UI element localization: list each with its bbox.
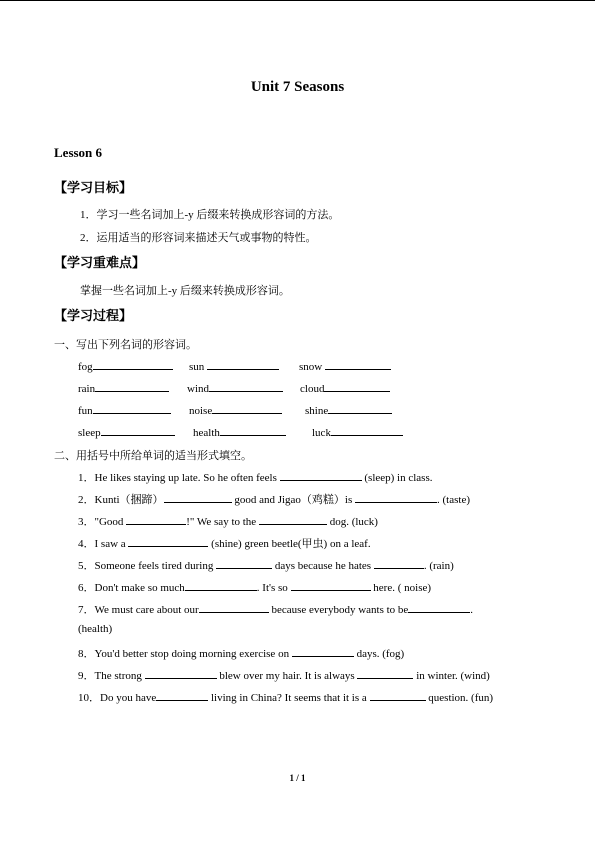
goals-heading: 【学习目标】	[54, 180, 133, 195]
answer-blank[interactable]	[126, 515, 186, 525]
answer-blank[interactable]	[328, 404, 392, 414]
answer-blank[interactable]	[209, 382, 283, 392]
word-item: cloud	[300, 382, 390, 395]
answer-blank[interactable]	[93, 404, 171, 414]
word-item: sun	[189, 360, 279, 373]
answer-blank[interactable]	[128, 537, 208, 547]
answer-blank[interactable]	[212, 404, 282, 414]
word-item: wind	[187, 382, 283, 395]
answer-blank[interactable]	[145, 669, 217, 679]
answer-blank[interactable]	[216, 559, 272, 569]
answer-blank[interactable]	[95, 382, 169, 392]
sentence-1: 1．He likes staying up late. So he often feels (sleep) in class.	[78, 472, 433, 484]
sentence-4: 4．I saw a (shine) green beetle(甲虫) on a leaf.	[78, 538, 371, 550]
sentence-6: 6．Don't make so much . It's so here. ( noise)	[78, 582, 432, 594]
part2-instruction: 二、用括号中所给单词的适当形式填空。	[54, 450, 252, 462]
goal-item: 1．学习一些名词加上-y 后缀来转换成形容词的方法。	[80, 209, 340, 221]
sentence-2: 2．Kunti（捆蹄） good and Jigao（鸡糕）is . (taste)	[78, 494, 470, 506]
word-item: noise	[189, 404, 282, 417]
goal-item: 2．运用适当的形容词来描述天气或事物的特性。	[80, 232, 317, 244]
answer-blank[interactable]	[93, 360, 173, 370]
sentence-8: 8．You'd better stop doing morning exercise on days. (fog)	[78, 648, 405, 660]
answer-blank[interactable]	[355, 493, 437, 503]
word-item: fun	[78, 404, 171, 417]
answer-blank[interactable]	[280, 471, 362, 481]
answer-blank[interactable]	[259, 515, 327, 525]
sentence-9: 9．The strong blew over my hair. It is always in winter. (wind)	[78, 670, 490, 682]
sentence-7-continuation: (health)	[78, 623, 113, 635]
answer-blank[interactable]	[370, 691, 426, 701]
lesson-label: Lesson 6	[54, 145, 103, 160]
answer-blank[interactable]	[374, 559, 424, 569]
answer-blank[interactable]	[357, 669, 413, 679]
word-item: shine	[305, 404, 392, 417]
key-points-text: 掌握一些名词加上-y 后缀来转换成形容词。	[80, 285, 290, 297]
answer-blank[interactable]	[291, 581, 371, 591]
part1-instruction: 一、写出下列名词的形容词。	[54, 339, 197, 351]
page-title: Unit 7 Seasons	[250, 79, 345, 95]
word-item: snow	[299, 360, 391, 373]
answer-blank[interactable]	[331, 426, 403, 436]
word-item: rain	[78, 382, 169, 395]
sentence-10: 10．Do you have living in China? It seems that it is a question. (fun)	[78, 692, 494, 704]
answer-blank[interactable]	[164, 493, 232, 503]
page-number: 1 / 1	[289, 773, 306, 783]
word-item: luck	[312, 426, 403, 439]
answer-blank[interactable]	[207, 360, 279, 370]
answer-blank[interactable]	[185, 581, 257, 591]
word-item: fog	[78, 360, 173, 373]
answer-blank[interactable]	[408, 603, 470, 613]
answer-blank[interactable]	[199, 603, 269, 613]
key-points-heading: 【学习重难点】	[54, 255, 146, 270]
sentence-3: 3．"Good !" We say to the dog. (luck)	[78, 516, 378, 528]
answer-blank[interactable]	[325, 360, 391, 370]
answer-blank[interactable]	[220, 426, 286, 436]
sentence-7: 7．We must care about our because everybody wants to be .	[78, 604, 474, 616]
word-item: sleep	[78, 426, 175, 439]
answer-blank[interactable]	[292, 647, 354, 657]
answer-blank[interactable]	[101, 426, 175, 436]
word-item: health	[193, 426, 286, 439]
top-rule	[0, 0, 595, 1]
sentence-5: 5．Someone feels tired during days because he hates . (rain)	[78, 560, 454, 572]
answer-blank[interactable]	[156, 691, 208, 701]
process-heading: 【学习过程】	[54, 308, 133, 323]
answer-blank[interactable]	[324, 382, 390, 392]
